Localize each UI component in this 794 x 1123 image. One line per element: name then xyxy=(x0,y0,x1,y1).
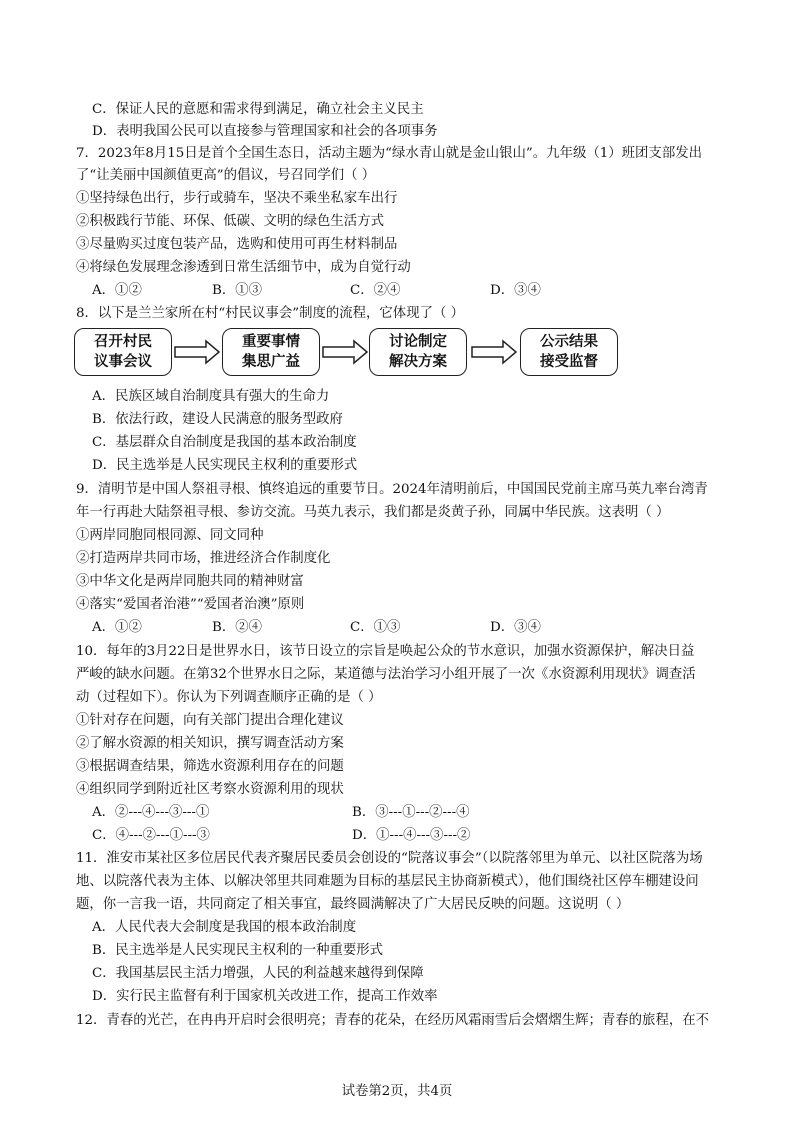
q11-option-b: B．民主选举是人民实现民主权利的一种重要形式 xyxy=(92,943,384,958)
q7-item-3: ③尽量购买过度包装产品，选购和使用可再生材料制品 xyxy=(76,237,398,252)
q7-item-4: ④将绿色发展理念渗透到日常生活细节中，成为自觉行动 xyxy=(76,260,411,275)
q7-item-2: ②积极践行节能、环保、低碳、文明的绿色生活方式 xyxy=(76,214,384,229)
q10-option-b: B．③---①---②---④ xyxy=(352,805,470,820)
q9-option-d: D．③④ xyxy=(490,620,541,635)
q7-option-c: C．②④ xyxy=(350,283,401,298)
flow-arrow-icon xyxy=(471,339,517,365)
q8-option-d: D．民主选举是人民实现民主权利的重要形式 xyxy=(92,458,358,473)
q6-option-c: C．保证人民的意愿和需求得到满足，确立社会主义民主 xyxy=(92,102,424,117)
q9-option-b: B．②④ xyxy=(212,620,263,635)
q10-option-c: C．④---②---①---③ xyxy=(92,828,210,843)
q10-stem-line3: 动（过程如下）。你认为下列调查顺序正确的是（ ） xyxy=(76,690,382,705)
q11-option-d: D．实行民主监督有利于国家机关改进工作，提高工作效率 xyxy=(92,989,438,1004)
q6-option-d: D．表明我国公民可以直接参与管理国家和社会的各项事务 xyxy=(92,124,438,139)
q10-item-1: ①针对存在问题，向有关部门提出合理化建议 xyxy=(76,713,344,728)
q10-item-2: ②了解水资源的相关知识，撰写调查活动方案 xyxy=(76,736,344,751)
flow-step-4: 公示结果 接受监督 xyxy=(520,328,618,376)
q9-item-2: ②打造两岸共同市场，推进经济合作制度化 xyxy=(76,551,331,566)
q10-stem-line2: 严峻的缺水问题。在第32个世界水日之际，某道德与法治学习小组开展了一次《水资源利用现状》调查活 xyxy=(76,667,696,682)
q9-item-3: ③中华文化是两岸同胞共同的精神财富 xyxy=(76,574,304,589)
page-footer: 试卷第2页，共4页 xyxy=(341,1084,453,1099)
q11-option-a: A．人民代表大会制度是我国的根本政治制度 xyxy=(92,920,357,935)
village-council-flowchart xyxy=(0,328,794,380)
q11-option-c: C．我国基层民主活力增强，人民的利益越来越得到保障 xyxy=(92,966,424,981)
q9-option-c: C．①③ xyxy=(350,620,401,635)
flow-step-2: 重要事情 集思广益 xyxy=(222,328,320,376)
q10-stem-line1: 10．每年的3月22日是世界水日，该节日设立的宗旨是唤起公众的节水意识，加强水资源保护，解决日益 xyxy=(76,644,695,659)
q7-stem-line1: 7．2023年8月15日是首个全国生态日，活动主题为“绿水青山就是金山银山”。九年级（1）班团支部发出 xyxy=(76,146,702,161)
q10-item-3: ③根据调查结果，筛选水资源利用存在的问题 xyxy=(76,759,344,774)
flow-step-1: 召开村民 议事会议 xyxy=(74,328,172,376)
q7-option-d: D．③④ xyxy=(490,283,541,298)
q9-stem-line1: 9．清明节是中国人祭祖寻根、慎终追远的重要节日。2024年清明前后，中国国民党前主席马英九率台湾青 xyxy=(76,482,708,497)
q8-option-b: B．依法行政，建设人民满意的服务型政府 xyxy=(92,412,343,427)
q10-option-a: A．②---④---③---① xyxy=(92,805,210,820)
q7-option-a: A．①② xyxy=(92,283,142,298)
q10-item-4: ④组织同学到附近社区考察水资源利用的现状 xyxy=(76,782,344,797)
q11-stem-line1: 11．淮安市某社区多位居民代表齐聚居民委员会创设的“院落议事会”（以院落邻里为单元、以社区院落为场 xyxy=(76,851,703,866)
q9-item-1: ①两岸同胞同根同源、同文同种 xyxy=(76,528,264,543)
q9-item-4: ④落实“爱国者治港”“爱国者治澳”原则 xyxy=(76,597,305,612)
flow-step-3: 讨论制定 解决方案 xyxy=(369,328,467,376)
q7-item-1: ①坚持绿色出行，步行或骑车，坚决不乘坐私家车出行 xyxy=(76,191,398,206)
q8-option-a: A．民族区域自治制度具有强大的生命力 xyxy=(92,389,330,404)
q8-option-c: C．基层群众自治制度是我国的基本政治制度 xyxy=(92,435,357,450)
q8-stem: 8．以下是兰兰家所在村“村民议事会”制度的流程，它体现了（ ） xyxy=(76,306,465,321)
q11-stem-line3: 题，你一言我一语，共同商定了相关事宜，最终圆满解决了广大居民反映的问题。这说明（ ） xyxy=(76,897,630,912)
q9-option-a: A．①② xyxy=(92,620,142,635)
flow-arrow-icon xyxy=(174,339,220,365)
q11-stem-line2: 地、以院落代表为主体、以解决邻里共同难题为目标的基层民主协商新模式），他们围绕社区停车棚建设问 xyxy=(76,874,699,889)
flow-arrow-icon xyxy=(322,339,368,365)
q9-stem-line2: 年一行再赴大陆祭祖寻根、参访交流。马英九表示，我们都是炎黄子孙，同属中华民族。这表明（ ） xyxy=(76,505,670,520)
q10-option-d: D．①---④---③---② xyxy=(352,828,471,843)
q7-stem-line2: 了“让美丽中国颜值更高”的倡议，号召同学们（ ） xyxy=(76,168,376,183)
q12-stem-line1: 12．青春的光芒，在冉冉开启时会很明亮；青春的花朵，在经历风霜雨雪后会熠熠生辉；青春的旅程，在不 xyxy=(76,1013,710,1028)
q7-option-b: B．①③ xyxy=(212,283,263,298)
